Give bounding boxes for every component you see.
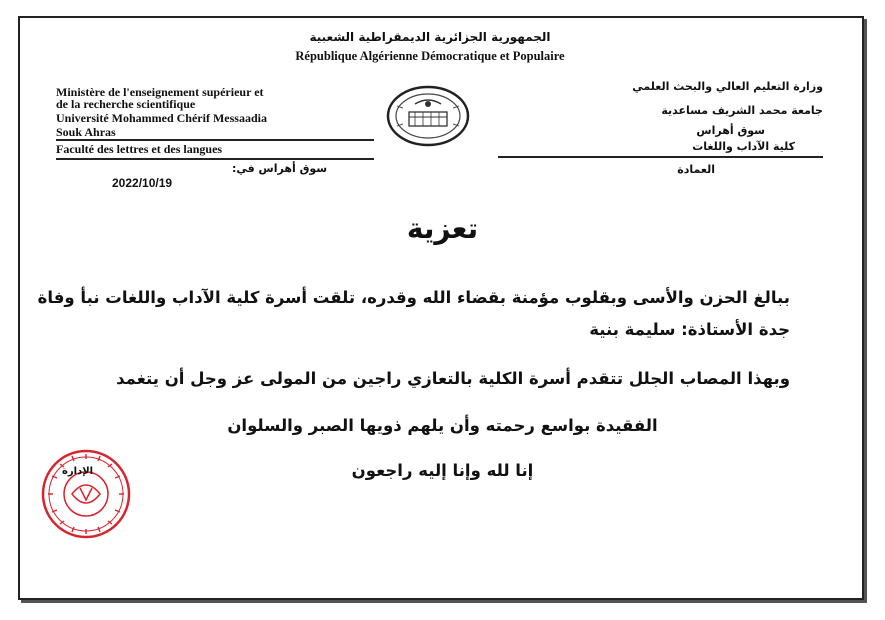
arabic-republic-title: الجمهورية الجزائرية الديمقراطية الشعبية (309, 30, 551, 44)
body-line-1: ببالغ الحزن والأسى وبقلوب مؤمنة بقضاء الله وقدره، تلقت أسرة كلية الآداب واللغات نبأ وفاة (37, 288, 790, 307)
administration-signature-label: الإدارة (62, 466, 94, 477)
french-ministry-line-2: de la recherche scientifique (56, 97, 196, 111)
arabic-university-name: جامعة محمد الشريف مساعدية (661, 104, 823, 117)
french-republic-title: République Algérienne Démocratique et Populaire (295, 49, 565, 63)
french-faculty: Faculté des lettres et des langues (56, 142, 223, 156)
arabic-faculty: كلية الآداب واللغات (692, 140, 795, 153)
dean-office-label: العمادة (677, 163, 715, 176)
french-university-name: Université Mohammed Chérif Messaadia (56, 111, 267, 125)
university-logo-icon (385, 84, 471, 148)
document-title: تعزية (406, 212, 479, 245)
body-line-4: الفقيدة بواسع رحمته وأن يلهم ذويها الصبر والسلوان (227, 416, 658, 435)
header-rule-left-2 (56, 158, 374, 160)
body-line-5: إنا لله وإنا إليه راجعون (351, 461, 534, 480)
arabic-ministry: وزارة التعليم العالي والبحث العلمي (632, 80, 823, 93)
header-rule-left (56, 139, 374, 141)
arabic-city: سوق أهراس (696, 124, 765, 137)
body-line-2: جدة الأستاذة: سليمة بنية (589, 320, 790, 339)
document-date: 2022/10/19 (112, 176, 173, 190)
french-ministry-line-1: Ministère de l'enseignement supérieur et (56, 85, 264, 99)
header-rule-right (498, 156, 823, 158)
place-date-label: سوق أهراس في: (232, 162, 328, 175)
body-line-3: وبهذا المصاب الجلل تتقدم أسرة الكلية بالتعازي راجين من المولى عز وجل أن يتغمد (116, 369, 790, 388)
official-stamp-icon (40, 448, 132, 540)
french-city: Souk Ahras (56, 125, 116, 139)
